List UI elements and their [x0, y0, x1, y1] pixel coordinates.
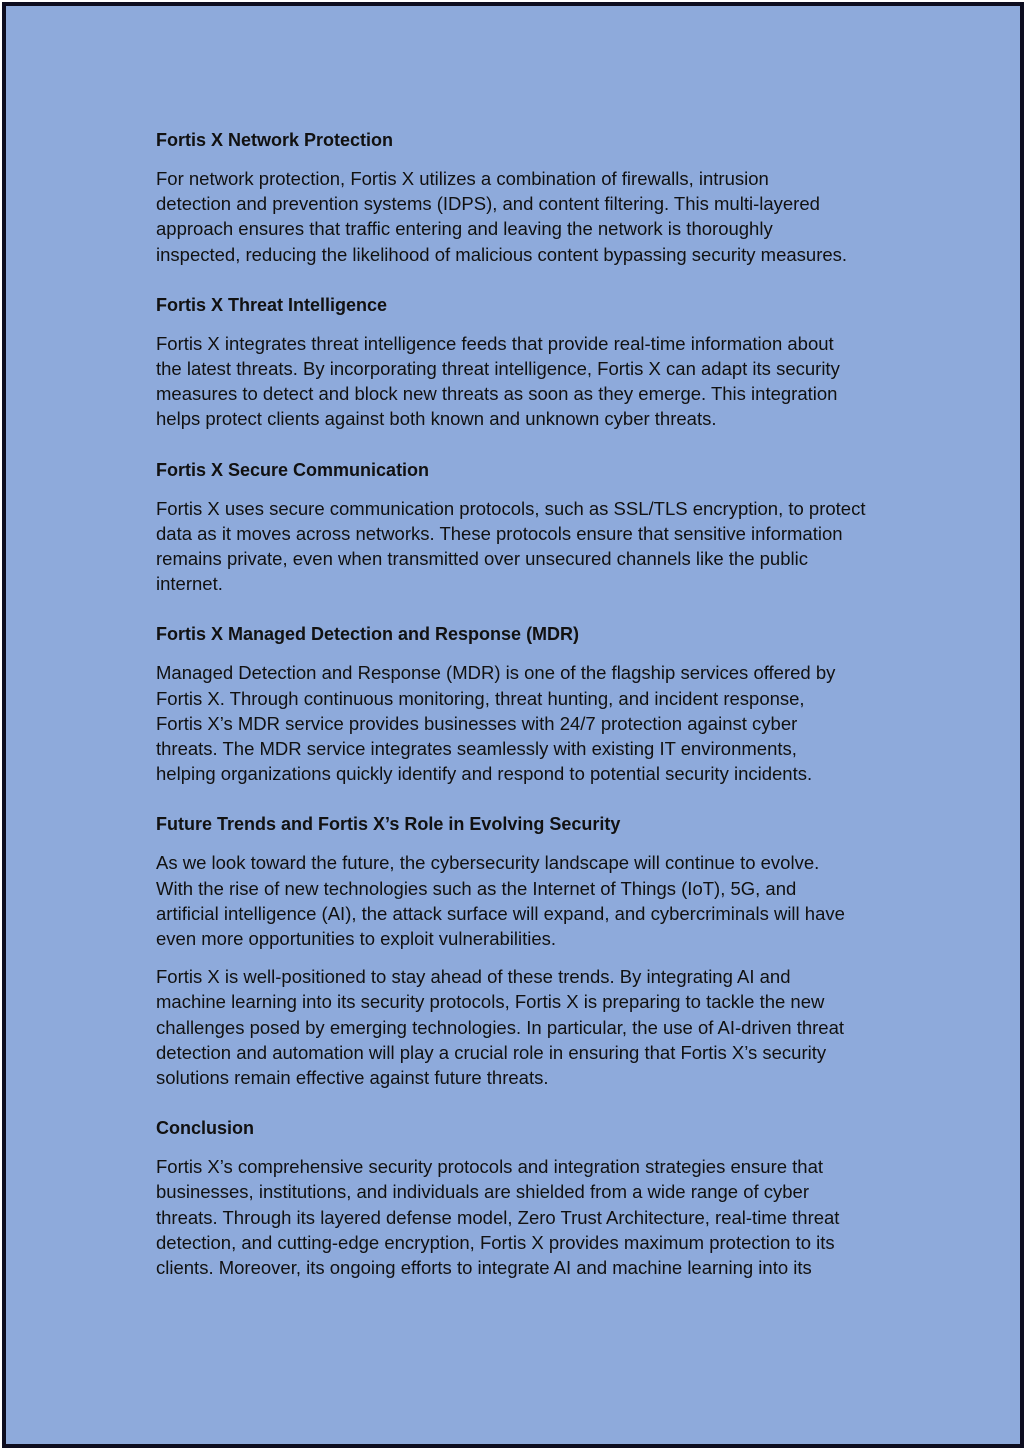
section-paragraph: Managed Detection and Response (MDR) is one of the flagship services offered by Fortis X. Through continuous monitoring, threat hunting, and incident response, Fortis X’s MDR service provides businesses with 24/7 protection against cyber threats. The MDR service integrates seamlessly with existing IT environments, helping organizations quickly identify and respond to potential security incidents.	[156, 662, 836, 785]
section-paragraph: For network protection, Fortis X utilizes a combination of firewalls, intrusion detection and prevention systems (IDPS), and content filtering. This multi-layered approach ensures that traffic entering and leaving the network is thoroughly inspected, reducing the likelihood of malicious content bypassing security measures.	[156, 168, 848, 265]
section-mdr	[156, 622, 876, 786]
document-body	[156, 128, 876, 1306]
section-future-trends	[156, 812, 876, 1090]
section-paragraph: Fortis X’s comprehensive security protocols and integration strategies ensure that businesses, institutions, and individuals are shielded from a wide range of cyber threats. Through its layered defense model, Zero Trust Architecture, real-time threat detection, and cutting-edge encryption, Fortis X provides maximum protection to its clients. Moreover, its ongoing efforts to integrate AI and machine learning into its	[156, 1156, 840, 1279]
section-conclusion	[156, 1116, 876, 1280]
section-paragraph: As we look toward the future, the cybersecurity landscape will continue to evolve. With the rise of new technologies such as the Internet of Things (IoT), 5G, and artificial intelligence (AI), the attack surface will expand, and cybercriminals will have even more opportunities to exploit vulnerabilities.	[156, 852, 845, 950]
section-heading: Fortis X Secure Communication	[156, 459, 430, 480]
section-paragraph: Fortis X uses secure communication protocols, such as SSL/TLS encryption, to protect data as it moves across networks. These protocols ensure that sensitive information remains private, even when transmitted over unsecured channels like the public internet.	[156, 497, 866, 595]
section-threat-intelligence	[156, 293, 876, 432]
section-heading: Fortis X Threat Intelligence	[156, 294, 388, 315]
section-paragraph: Fortis X integrates threat intelligence feeds that provide real-time information about the latest threats. By incorporating threat intelligence, Fortis X can adapt its security measures to detect and block new threats as soon as they emerge. This integration helps protect clients against both known and unknown cyber threats.	[156, 332, 840, 430]
section-heading: Fortis X Managed Detection and Response (MDR)	[156, 624, 580, 645]
section-heading: Conclusion	[156, 1118, 254, 1139]
section-network-protection	[156, 128, 876, 267]
document-page	[2, 2, 1024, 1448]
section-heading: Fortis X Network Protection	[156, 130, 394, 150]
section-paragraph: Fortis X is well-positioned to stay ahead of these trends. By integrating AI and machine learning into its security protocols, Fortis X is preparing to tackle the new challenges posed by emerging technologies. In particular, the use of AI-driven threat detection and automation will play a crucial role in ensuring that Fortis X’s security solutions remain effective against future threats.	[156, 966, 845, 1089]
section-heading: Future Trends and Fortis X’s Role in Evolving Security	[156, 814, 621, 835]
section-secure-communication	[156, 458, 876, 597]
